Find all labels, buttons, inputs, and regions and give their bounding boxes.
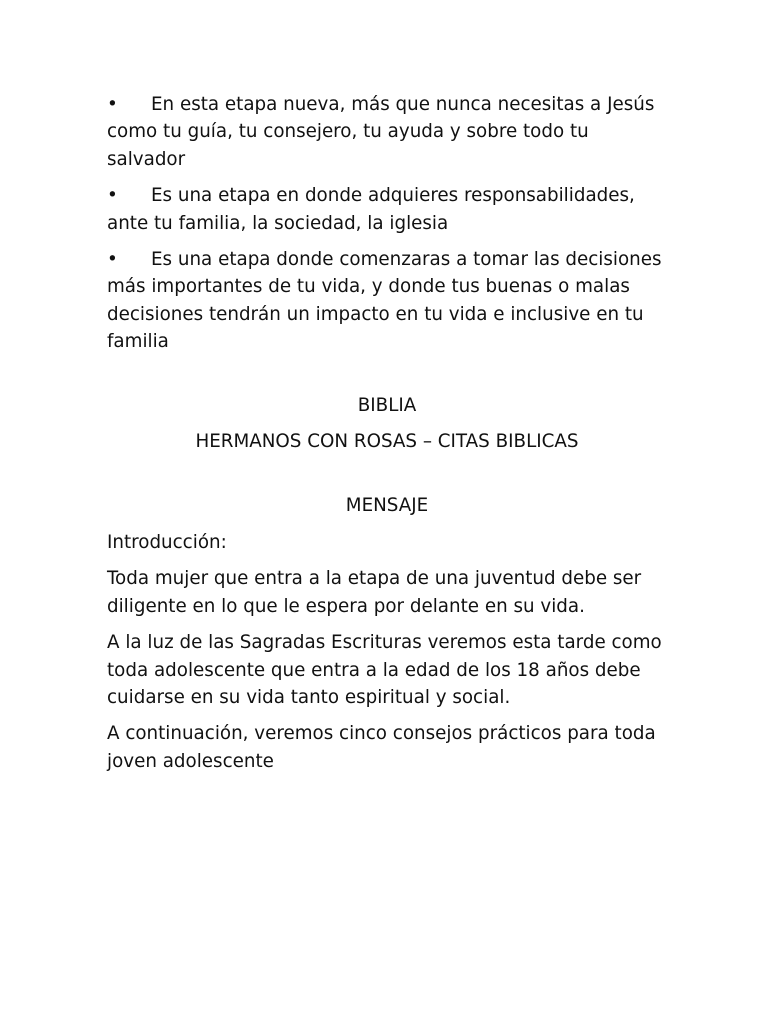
bullet-item [107, 91, 667, 173]
body-paragraph: Toda mujer que entra a la etapa de una juventud debe ser diligente en lo que le espera por delante en su vida. [107, 568, 642, 617]
bullet-symbol: • [107, 94, 118, 115]
heading-subtitle: HERMANOS CON ROSAS – CITAS BIBLICAS [195, 431, 579, 453]
heading-mensaje: MENSAJE [345, 495, 429, 517]
bullet-text: Es una etapa en donde adquieres responsabilidades, ante tu familia, la sociedad, la iglesia [107, 185, 635, 234]
bullet-text: En esta etapa nueva, más que nunca necesitas a Jesús como tu guía, tu consejero, tu ayuda y sobre todo tu salvador [107, 94, 655, 170]
bullet-item [107, 246, 667, 356]
intro-label: Introducción: [107, 531, 227, 553]
document-page [107, 91, 667, 784]
bullet-symbol: • [107, 249, 118, 271]
bullet-symbol: • [107, 185, 118, 207]
heading-biblia: BIBLIA [357, 394, 417, 416]
bullet-text: Es una etapa donde comenzaras a tomar las decisiones más importantes de tu vida, y donde tus buenas o malas decisiones tendrán un impacto en tu vida e inclusive en tu familia [107, 249, 662, 353]
bullet-item [107, 182, 667, 237]
body-paragraph: A la luz de las Sagradas Escrituras veremos esta tarde como toda adolescente que entra a la edad de los 18 años debe cuidarse en su vida tanto espiritual y social. [107, 632, 662, 708]
body-paragraph: A continuación, veremos cinco consejos prácticos para toda joven adolescente [107, 723, 656, 772]
